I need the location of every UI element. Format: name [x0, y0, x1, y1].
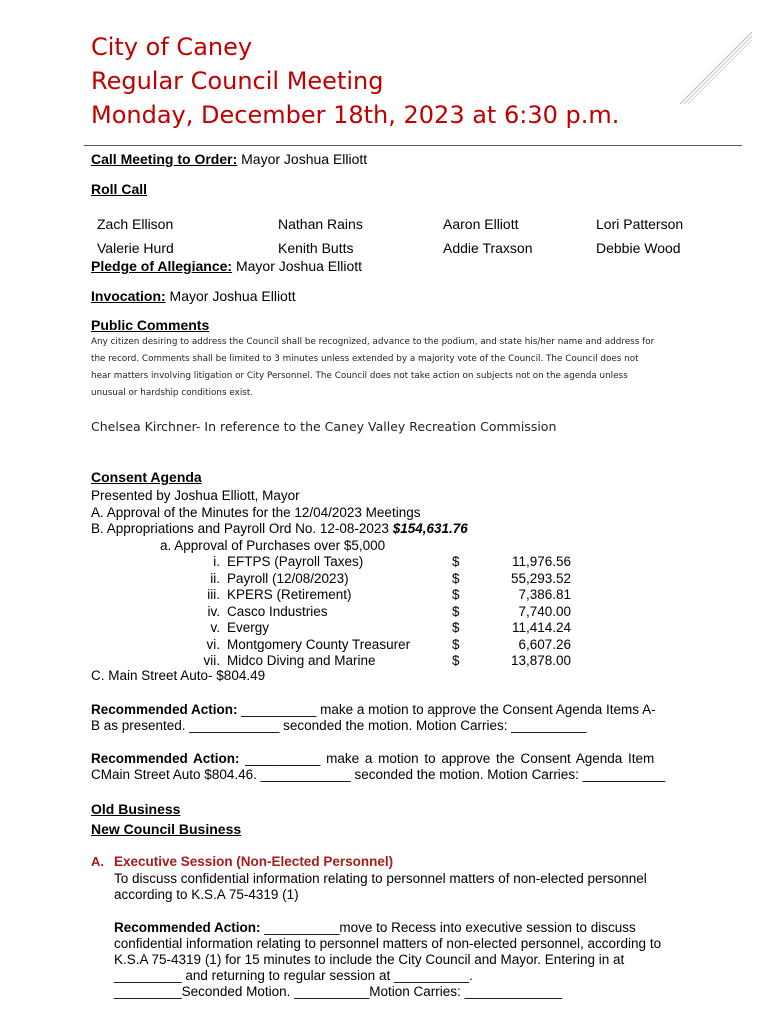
purchase-number: vii. [203, 653, 220, 668]
public-comments-heading: Public Comments [91, 317, 210, 333]
purchase-dollar-sign: $ [452, 603, 460, 619]
exec-recommended-action: Recommended Action: __________move to Recess into executive session to discuss confidential information relating to personnel matters of non-elected personnel, according to K.S.A 75-4319 (1) for 15 minutes to include the City Council and Mayor. Entering in at _________ and returning to regular session at __________. _________Seconded Motion. __________Motion Carries: _____________ [114, 920, 662, 999]
purchase-row [0, 653, 770, 669]
recommended-action-1: Recommended Action: __________ make a motion to approve the Consent Agenda Items A- B as presented. ____________ seconded the motion. Motion Carries: __________ [91, 702, 656, 733]
consent-sub-a: a. Approval of Purchases over $5,000 [160, 538, 386, 553]
purchase-row [0, 554, 770, 570]
purchase-vendor: Midco Diving and Marine [227, 653, 376, 668]
roll-call-name: Aaron Elliott [443, 216, 519, 232]
purchase-dollar-sign: $ [452, 570, 460, 586]
roll-call-name: Lori Patterson [596, 216, 684, 232]
invocation: Invocation: Mayor Joshua Elliott [91, 288, 296, 304]
meeting-date: Monday, December 18th, 2023 at 6:30 p.m. [91, 101, 620, 129]
consent-item-c: C. Main Street Auto- $804.49 [91, 668, 266, 683]
city-title: City of Caney [91, 33, 253, 61]
public-comment-speaker: Chelsea Kirchner- In reference to the Caney Valley Recreation Commission [91, 419, 557, 434]
purchase-amount: 6,607.26 [518, 636, 571, 652]
purchase-number: ii. [210, 570, 220, 586]
pledge: Pledge of Allegiance: Mayor Joshua Elliott [91, 258, 363, 274]
roll-call-name: Debbie Wood [596, 240, 681, 256]
exec-letter: A. [91, 854, 104, 869]
roll-call-heading: Roll Call [91, 181, 148, 197]
consent-presented-by: Presented by Joshua Elliott, Mayor [91, 488, 300, 503]
roll-call-name: Zach Ellison [97, 216, 174, 232]
purchase-dollar-sign: $ [452, 587, 460, 602]
new-business-heading: New Council Business [91, 821, 242, 837]
meeting-header [91, 30, 619, 132]
purchase-number: vi. [206, 636, 220, 652]
purchase-vendor: KPERS (Retirement) [227, 587, 352, 602]
payroll-total: $154,631.76 [392, 521, 468, 536]
public-comments-rules: Any citizen desiring to address the Council shall be recognized, advance to the podium, and state his/her name and address for the record. Comments shall be limited to 3 minutes unless extended by a majority vote of the Council. The Council does not hear matters involving litigation or City Personnel. The Council does not take action on subjects not on the agenda unless unusual or hardship conditions exist. [91, 337, 655, 398]
purchase-row [0, 637, 770, 653]
purchase-vendor: EFTPS (Payroll Taxes) [227, 554, 364, 569]
recommended-action-2: Recommended Action: __________ make a motion to approve the Consent Agenda Item CMain Street Auto $804.46. ____________ seconded the motion. Motion Carries: ___________ [91, 751, 666, 782]
purchase-vendor: Evergy [227, 620, 270, 635]
roll-call-name: Valerie Hurd [97, 240, 174, 256]
purchase-amount: 11,976.56 [511, 554, 571, 569]
meeting-title: Regular Council Meeting [91, 67, 384, 95]
consent-item-b: B. Appropriations and Payroll Ord No. 12-08-2023 $154,631.76 [91, 521, 468, 536]
exec-description: To discuss confidential information relating to personnel matters of non-elected personnel according to K.S.A 75-4319 (1) [114, 871, 647, 902]
consent-agenda-heading: Consent Agenda [91, 469, 202, 485]
purchase-dollar-sign: $ [452, 653, 460, 668]
purchase-amount: 55,293.52 [510, 570, 571, 586]
purchase-dollar-sign: $ [452, 554, 460, 569]
purchase-number: v. [210, 620, 220, 635]
purchase-vendor: Payroll (12/08/2023) [227, 570, 349, 586]
consent-item-a: A. Approval of the Minutes for the 12/04/2023 Meetings [91, 505, 421, 520]
purchase-row [0, 620, 770, 636]
exec-title: Executive Session (Non-Elected Personnel) [114, 854, 394, 869]
old-business-heading: Old Business [91, 801, 181, 817]
purchase-amount: 13,878.00 [510, 653, 571, 668]
purchase-vendor: Montgomery County Treasurer [227, 636, 411, 652]
roll-call-name: Addie Traxson [443, 240, 533, 256]
purchase-row [0, 587, 770, 603]
roll-call-name: Nathan Rains [278, 216, 363, 232]
header-divider [84, 145, 742, 146]
purchase-number: i. [213, 554, 220, 569]
purchase-amount: 11,414.24 [511, 620, 571, 635]
purchase-amount: 7,740.00 [518, 603, 571, 619]
purchase-row [0, 604, 770, 620]
purchase-number: iv. [207, 603, 220, 619]
purchase-dollar-sign: $ [452, 620, 460, 635]
call-to-order: Call Meeting to Order: Mayor Joshua Elliott [91, 151, 368, 167]
purchase-row [0, 571, 770, 587]
roll-call-name: Kenith Butts [278, 240, 354, 256]
decorative-lines-icon [676, 28, 756, 108]
purchase-vendor: Casco Industries [227, 603, 328, 619]
purchase-amount: 7,386.81 [518, 587, 571, 602]
purchase-dollar-sign: $ [452, 636, 460, 652]
purchase-number: iii. [207, 587, 220, 602]
